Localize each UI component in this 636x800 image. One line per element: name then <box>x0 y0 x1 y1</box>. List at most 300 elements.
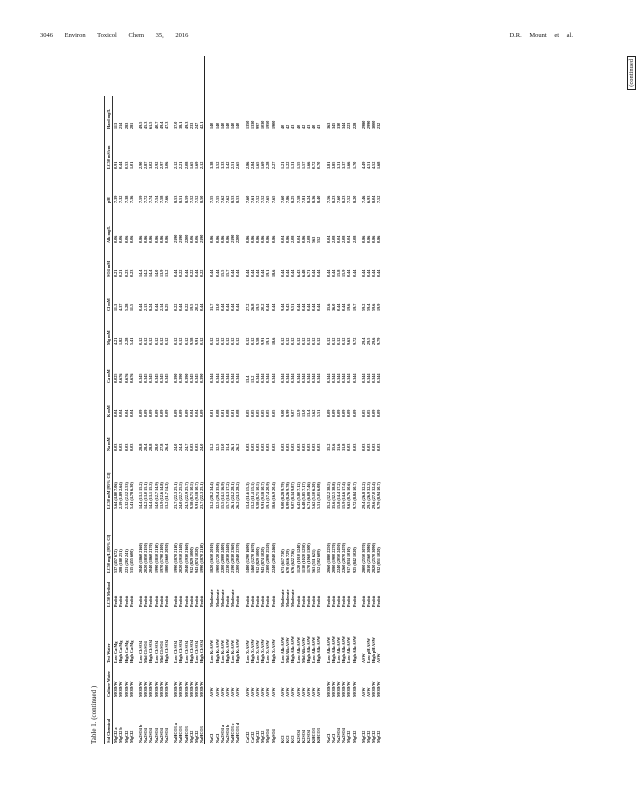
table-cell: 2.08 <box>183 161 189 169</box>
table-cell: 0.44 <box>290 269 296 277</box>
table-cell: MOD/W <box>123 681 129 697</box>
table-cell: 0.44 <box>214 269 220 277</box>
table-cell: 0.12 <box>219 337 225 345</box>
table-caption: Table 1. (continued ) <box>90 685 98 744</box>
table-cell: 1.68 <box>376 161 382 169</box>
table-cell: Probit <box>300 595 306 607</box>
table-cell: 113 <box>113 122 119 129</box>
table-cell: CaCl2 <box>244 731 250 743</box>
table-cell: 5.51 (5.01 6.08) <box>316 482 322 509</box>
table-cell: 0.09 <box>158 409 164 417</box>
table-cell: 0.09 <box>164 409 170 417</box>
table-cell: 0.86 <box>158 235 164 243</box>
table-cell: 0.86 <box>138 235 144 243</box>
table-cell: 0.06 <box>194 235 200 243</box>
table-cell <box>241 56 245 96</box>
table-cell: 0.05 <box>255 409 261 417</box>
table-cell: 0.72 <box>311 161 317 169</box>
table-cell: Probit <box>158 595 164 607</box>
table-cell: 0.44 <box>365 269 371 277</box>
table-cell: 0.03 <box>316 443 322 451</box>
table-cell: 0.03 <box>279 443 285 451</box>
table-cell: 32.5 <box>214 443 220 451</box>
table-cell: 7.39 <box>113 195 119 203</box>
table-cell: 3.52 <box>214 161 220 169</box>
table-cell: 32.5 (29.4 35.8) <box>214 482 220 509</box>
table-cell: 3000 <box>371 120 377 129</box>
table-cell: 1170 (1060 1300) <box>305 543 311 573</box>
table-cell: 1.31 <box>290 161 296 169</box>
table-cell: 0.390 <box>178 373 184 383</box>
table-cell: 2190 <box>199 234 205 243</box>
table-cell: 35.2 (32.2 38.5) <box>325 482 331 509</box>
table-cell: 7.86 <box>285 195 291 203</box>
table-cell: 9.58 <box>188 337 194 345</box>
header-row <box>105 56 113 744</box>
table-cell: 0.03 <box>311 443 317 451</box>
table-cell: 1.65 <box>255 161 261 169</box>
table-cell: 1350 <box>244 120 250 129</box>
table-cell: K2SO4 <box>295 729 301 743</box>
table-cell: 15.5 <box>219 269 225 277</box>
table-cell: MgCl2 <box>194 730 200 743</box>
table-cell: 9.79 <box>376 337 382 345</box>
table-cell: Probit <box>311 595 317 607</box>
table-cell: 0.09 <box>153 409 159 417</box>
table-cell: 42 <box>300 124 306 129</box>
table-cell: 676 (622 736) <box>290 549 296 573</box>
table-cell: 2990 <box>365 120 371 129</box>
table-cell: 20.2 <box>260 303 266 311</box>
table-cell: MOD/W <box>138 681 144 697</box>
table-cell: MOD/W <box>351 681 357 697</box>
table-cell: 7.54 <box>153 195 159 203</box>
table-cell: 0.21 <box>118 269 124 277</box>
table-cell: 7.59 <box>138 195 144 203</box>
table-cell: 7.38 <box>123 195 129 203</box>
table-cell: High Alk:ASW <box>330 635 336 663</box>
table-cell: 6.93 <box>365 195 371 203</box>
table-cell: 26.2 <box>235 443 241 451</box>
running-header-left <box>40 32 198 39</box>
table-cell: 40.7 <box>153 121 159 129</box>
table-cell: MOD/W <box>335 681 341 697</box>
table-cell: 2060 (1880 2250) <box>325 542 331 573</box>
table-cell: 42.1 <box>199 121 205 129</box>
table-cell: 5.51 <box>316 409 322 417</box>
table-cell: 0.86 <box>143 235 149 243</box>
table-cell: 0.86 <box>225 235 231 243</box>
table-cell: 49.5 <box>138 121 144 129</box>
table-cell: 13.9 (12.6 14.8) <box>158 482 164 509</box>
table-cell: 0.344 <box>305 373 311 383</box>
table-cell: 0.44 <box>230 269 236 277</box>
table-cell: 9.91 <box>194 337 200 345</box>
table-cell: 2260 (2070 2470) <box>341 542 347 573</box>
table-cell: 0.04 <box>188 409 194 417</box>
table-cell: 2.14 <box>158 303 164 311</box>
table-cell: Probit <box>183 595 189 607</box>
table-cell: 24.0 (22.7 25.5) <box>178 482 184 509</box>
table-cell: 0.04 <box>128 409 134 417</box>
table-cell: 19.1 <box>265 269 271 277</box>
table-cell: 19.6 <box>346 303 352 311</box>
table-cell: 925 (842 1020) <box>351 547 357 573</box>
table-cell: 9.58 (8.71 10.5) <box>255 482 261 509</box>
table-cell: 0.12 <box>148 337 154 345</box>
table-cell: 9.07 <box>290 409 296 417</box>
table-cell: Moderate <box>279 589 285 607</box>
table-cell: 552 (502 609) <box>316 549 322 573</box>
table-cell: ASW <box>219 687 225 697</box>
column-header: LC50 mg/L [95% CI] <box>105 510 113 574</box>
table-cell: 2200 (2000 2400) <box>219 542 225 573</box>
table-cell: High Cl:SO4 <box>178 639 184 663</box>
table-cell: 9.00 <box>279 409 285 417</box>
table-cell: 0.344 <box>214 373 220 383</box>
table-cell: 36.0 <box>330 303 336 311</box>
table-cell: 8.23 <box>330 195 336 203</box>
table-cell: 3.42 <box>225 161 231 169</box>
table-cell: 2810 (2560 3080) <box>365 542 371 573</box>
table-cell: 0.03 <box>260 443 266 451</box>
table-cell: 140 <box>230 122 236 129</box>
table-cell: 0.12 <box>214 337 220 345</box>
table-cell: 0.09 <box>148 409 154 417</box>
table-cell: 0.344 <box>295 373 301 383</box>
table-cell: 0.06 <box>123 235 129 243</box>
table-cell: 3.31 <box>335 161 341 169</box>
table-cell: High Alk:ASW <box>351 635 357 663</box>
column-header: LC50 mM [95% CI] <box>105 452 113 510</box>
table-cell: 29.4 (26.8 32.2) <box>360 482 366 509</box>
year: 2016 <box>175 32 189 39</box>
table-cell: 29.5 (26.9 32.3) <box>365 482 371 509</box>
table-cell: 0.03 <box>113 443 119 451</box>
table-cell: 9.63 <box>346 337 352 345</box>
table-cell: 31.2 <box>209 443 215 451</box>
table-cell: 2190 <box>173 234 179 243</box>
table-cell: Na2SO4 <box>148 728 154 743</box>
table-cell: 0.12 <box>290 337 296 345</box>
table-cell: 0.44 <box>295 303 301 311</box>
table-cell: 18.6 <box>270 337 276 345</box>
table-cell: Low X:ASW <box>255 640 261 663</box>
table-cell: MOD/W <box>330 681 336 697</box>
table-cell: 14.0 <box>153 269 159 277</box>
table-cell: 2.28 <box>265 161 271 169</box>
table-cell: 26.1 <box>230 443 236 451</box>
table-cell: 0.12 <box>173 337 179 345</box>
table-cell: 0.44 <box>209 269 215 277</box>
table-cell: Na2SO4 b <box>225 724 231 743</box>
table-cell: Probit <box>123 595 129 607</box>
table-cell: 0.344 <box>351 373 357 383</box>
table-cell: 0.12 <box>199 337 205 345</box>
table-cell: 7.52 <box>260 195 266 203</box>
table-cell: 1460 (1270 1670) <box>249 542 255 573</box>
table-cell: 363 <box>325 122 331 129</box>
table-cell: 0.44 <box>235 269 241 277</box>
table-cell: 24.7 <box>183 443 189 451</box>
table-cell: 0.03 <box>285 443 291 451</box>
table-cell: 40 <box>279 124 285 129</box>
table-cell: 2190 <box>230 234 236 243</box>
table-cell: 563 (511 621) <box>311 549 317 573</box>
table-cell: Probit <box>365 595 371 607</box>
table-cell: 13.4 <box>305 409 311 417</box>
table-cell: Probit <box>316 595 322 607</box>
table-cell: 140 <box>214 122 220 129</box>
table-cell: Moderate <box>214 589 220 607</box>
table-cell: 2820 (2570 3090) <box>371 542 377 573</box>
table-cell: 917 (834 1010) <box>346 547 352 573</box>
table-cell: 0.12 <box>183 337 189 345</box>
table-cell: Probit <box>376 595 382 607</box>
table-cell: Na2SO4 <box>341 728 347 743</box>
table-cell: 0.44 <box>335 303 341 311</box>
table-cell: MgCl2 <box>188 730 194 743</box>
table-cell: Low Cl:SO4 <box>194 640 200 663</box>
rotated-table <box>90 56 635 744</box>
table-cell: MOD/W <box>158 681 164 697</box>
table-cell: 0.12 <box>300 337 306 345</box>
table-cell: 281 <box>128 122 134 129</box>
table-cell: 0.86 <box>164 235 170 243</box>
table-cell: Moderate <box>290 589 296 607</box>
table-cell: 8.51 <box>178 195 184 203</box>
table-cell: 1030 <box>260 120 266 129</box>
table-cell: 1120 (1010 1240) <box>295 543 301 573</box>
table-cell: MgCl2 <box>123 730 129 743</box>
table-cell: KCl <box>285 735 291 743</box>
table-cell: 0.86 <box>148 235 154 243</box>
table-cell: 8.24 <box>305 195 311 203</box>
table-cell: 1990 (1810 2110) <box>153 543 159 573</box>
table-cell: 943 (874 1020) <box>260 547 266 573</box>
table-cell: MOD/W <box>188 681 194 697</box>
table-cell: 7.36 <box>128 195 134 203</box>
table-cell: 19.5 <box>188 303 194 311</box>
table-cell: 8.53 <box>230 195 236 203</box>
table-cell: 0.344 <box>330 373 336 383</box>
table-cell: 8.25 <box>290 195 296 203</box>
table-cell: 2.08 <box>341 235 347 243</box>
table-cell <box>134 56 138 96</box>
table-cell <box>276 56 280 96</box>
table-cell: 0.44 <box>118 161 124 169</box>
table-cell: 0.390 <box>173 373 179 383</box>
table-cell: 0.03 <box>194 443 200 451</box>
table-cell: 7.52 <box>188 195 194 203</box>
table-cell: 1.01 <box>128 161 134 169</box>
table-cell: 43 <box>290 124 296 129</box>
table-cell: Probit <box>335 595 341 607</box>
table-cell: Probit <box>138 595 144 607</box>
table-cell: 912 (829 1000) <box>188 547 194 573</box>
table-cell: 0.03 <box>290 443 296 451</box>
table-cell: 4.52 <box>371 161 377 169</box>
table-cell: 7.52 <box>376 195 382 203</box>
table-cell: 0.44 <box>153 303 159 311</box>
table-cell: 2.32 (2.12 2.53) <box>123 482 129 509</box>
table-cell: 9.79 (8.94 10.7) <box>376 482 382 509</box>
table-cell: 2.65 <box>235 161 241 169</box>
table-cell: 0.86 <box>265 235 271 243</box>
table-cell: 8.99 <box>285 409 291 417</box>
table-cell: 0.12 <box>178 337 184 345</box>
table-cell: 0.86 <box>214 235 220 243</box>
table-cell: 932 (851 1020) <box>376 547 382 573</box>
table-cell: NaCl <box>209 733 215 743</box>
table-cell: 14.4 (13.1 15.3) <box>148 482 154 509</box>
table-cell: 0.12 <box>279 337 285 345</box>
table-cell: 2080 (1900 2270) <box>330 542 336 573</box>
table-cell: 0.344 <box>376 373 382 383</box>
table-cell: 7.65 <box>270 195 276 203</box>
table-cell: 0.05 <box>244 409 250 417</box>
table-cell: Low Cl:SO4 <box>153 640 159 663</box>
table-cell: 0.09 <box>143 409 149 417</box>
table-cell: 0.04 <box>113 409 119 417</box>
table-cell: 11.3 <box>113 303 119 311</box>
table-cell: 1330 <box>249 120 255 129</box>
table-cell: 9.00 (8.28 9.79) <box>279 482 285 509</box>
table-cell: 0.390 <box>199 373 205 383</box>
table-cell: 2.08 <box>351 235 357 243</box>
table-cell: ASW <box>244 687 250 697</box>
table-cell: Probit <box>351 595 357 607</box>
table-cell: 0.03 <box>346 443 352 451</box>
table-cell: Probit <box>255 595 261 607</box>
table-cell: 43 <box>316 124 322 129</box>
table-cell: 7.61 <box>249 195 255 203</box>
table-cell: 42 <box>285 124 291 129</box>
table-cell: Probit <box>148 595 154 607</box>
table-cell: 1880 (1660 2030) <box>164 542 170 573</box>
table-cell: CaCl2 <box>249 731 255 743</box>
table-cell: NaHCO3 c <box>230 723 236 743</box>
table-cell: 0.22 <box>173 303 179 311</box>
table-cell: 31.7 <box>209 303 215 311</box>
table-cell: 9.91 (9.18 10.7) <box>194 482 200 509</box>
table-cell: 9.72 <box>351 337 357 345</box>
table-cell: Na2SO4 <box>335 728 341 743</box>
table-cell: 0.08 <box>225 409 231 417</box>
table-cell: 37.0 <box>173 121 179 129</box>
table-cell: 0.344 <box>279 373 285 383</box>
table-cell: 0.04 <box>279 235 285 243</box>
table-cell: Probit <box>265 595 271 607</box>
table-cell: 0.44 <box>341 303 347 311</box>
table-cell: 23.7 (22.3 25.1) <box>173 482 179 509</box>
table-cell: 2.87 <box>143 161 149 169</box>
table-cell: 0.06 <box>118 235 124 243</box>
table-cell: Na2SO4 <box>153 728 159 743</box>
table-cell: 0.344 <box>255 373 261 383</box>
table-cell: 8.20 <box>351 195 357 203</box>
table-cell: 2230 (2030 2440) <box>225 542 231 573</box>
table-cell: 0.04 <box>325 235 331 243</box>
table-cell: 0.44 <box>249 269 255 277</box>
table-cell: Probit <box>244 595 250 607</box>
volume: 35, <box>155 32 164 39</box>
table-cell: 3.81 <box>325 161 331 169</box>
table-cell: ASW <box>285 687 291 697</box>
table-cell: 0.09 <box>330 409 336 417</box>
table-cell: Probit <box>325 595 331 607</box>
table-cell: 9.63 (8.76 10.6) <box>346 482 352 509</box>
column-header: SO4 mM <box>105 244 113 278</box>
table-cell: 0.44 <box>260 269 266 277</box>
table-cell: 7.65 <box>265 195 271 203</box>
table-cell: 0.05 <box>249 409 255 417</box>
table-cell: MgCl2 <box>128 730 134 743</box>
table-cell: 0.03 <box>118 443 124 451</box>
column-header: Culture Water <box>105 664 113 698</box>
table-cell: 2200 <box>235 234 241 243</box>
table-cell: 49.3 <box>183 121 189 129</box>
table-cell <box>322 56 326 96</box>
table-cell: 1.69 <box>260 161 266 169</box>
table-cell: MgCl2 <box>360 730 366 743</box>
table-cell: High X:ASW <box>270 639 276 663</box>
table-cell: 27.2 <box>244 303 250 311</box>
table-cell: 0.344 <box>300 373 306 383</box>
table-cell: Mid Alk:ASW <box>285 637 291 663</box>
table-cell: 14.2 <box>143 269 149 277</box>
table-cell <box>205 56 210 96</box>
table-cell: ASW <box>311 687 317 697</box>
table-cell: 2040 (1930 2160) <box>183 542 189 573</box>
table-cell: 7.58 <box>295 195 301 203</box>
column-header: pH <box>105 170 113 204</box>
table-cell: Probit <box>178 595 184 607</box>
table-cell: 0.09 <box>341 409 347 417</box>
table-cell: 0.44 <box>265 303 271 311</box>
table-cell: 2800 (2550 3070) <box>360 542 366 573</box>
table-cell: 6.48 (5.85 7.17) <box>300 482 306 509</box>
table-cell: 2.12 <box>173 161 179 169</box>
table-cell: 0.03 <box>365 443 371 451</box>
table-cell: 8.53 <box>235 195 241 203</box>
continued-box: (continued <box>627 56 636 90</box>
table-cell: 0.344 <box>270 373 276 383</box>
table-cell: NaHCO3 a <box>173 723 179 743</box>
table-cell: 6.48 <box>300 269 306 277</box>
table-cell: 2.08 <box>330 235 336 243</box>
table-cell: 7.52 <box>255 195 261 203</box>
table-cell: 0.12 <box>305 337 311 345</box>
table-cell: High K:ASW <box>214 638 220 663</box>
table-cell: 0.04 <box>194 409 200 417</box>
table-cell: MgCl2 <box>346 730 352 743</box>
table-cell: 14.2 (13.0 15.1) <box>143 482 149 509</box>
table-cell: Probit <box>164 595 170 607</box>
table-cell: 8.40 <box>316 195 322 203</box>
table-cell: 0.03 <box>244 443 250 451</box>
table-cell: 140 <box>225 122 231 129</box>
table-cell: 140 <box>209 122 215 129</box>
column-header: LC50 mS/cm <box>105 130 113 170</box>
table-cell: 13.2 (11.4 15.1) <box>249 482 255 509</box>
column-header: K mM <box>105 384 113 418</box>
table-cell: 2.27 <box>270 161 276 169</box>
table-cell: 2300 (2090 2520) <box>265 542 271 573</box>
table-cell: ASW <box>270 687 276 697</box>
table-cell: 40 <box>311 124 317 129</box>
table-cell: ASW <box>365 687 371 697</box>
